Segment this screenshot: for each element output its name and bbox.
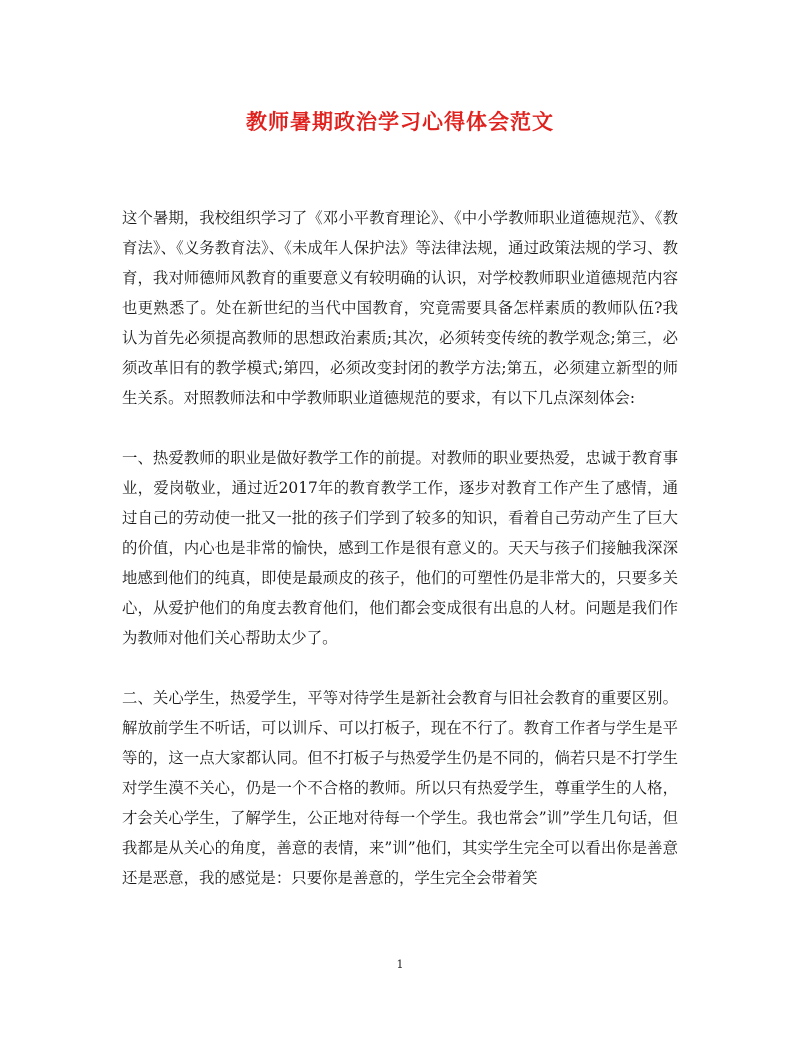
page-number: 1 [396, 958, 404, 971]
document-body [122, 203, 678, 893]
document-title: 教师暑期政治学习心得体会范文 [246, 109, 554, 134]
paragraph-point-two: 二、关心学生，热爱学生，平等对待学生是新社会教育与旧社会教育的重要区别。解放前学生不听话，可以训斥、可以打板子，现在不行了。教育工作者与学生是平等的，这一点大家都认同。但不打板子与热爱学生仍是不同的，倘若只是不打学生对学生漠不关心，仍是一个不合格的教师。所以只有热爱学生，尊重学生的人格，才会关心学生，了解学生，公正地对待每一个学生。我也常会”训”学生几句话，但我都是从关心的角度，善意的表情，来”训”他们，其实学生完全可以看出你是善意还是恶意，我的感觉是：只要你是善意的，学生完全会带着笑 [122, 689, 678, 887]
paragraph-gap [122, 413, 678, 443]
paragraph-intro: 这个暑期，我校组织学习了《邓小平教育理论》、《中小学教师职业道德规范》、《教育法》、《义务教育法》、《未成年人保护法》等法律法规，通过政策法规的学习、教育，我对师德师风教育的重要意义有较明确的认识，对学校教师职业道德规范内容也更熟悉了。处在新世纪的当代中国教育，究竟需要具备怎样素质的教师队伍?我认为首先必须提高教师的思想政治素质;其次，必须转变传统的教学观念;第三，必须改革旧有的教学模式;第四，必须改变封闭的教学方法;第五，必须建立新型的师生关系。对照教师法和中学教师职业道德规范的要求，有以下几点深刻体会: [122, 209, 678, 407]
paragraph-point-one: 一、热爱教师的职业是做好教学工作的前提。对教师的职业要热爱，忠诚于教育事业，爱岗敬业，通过近2017年的教育教学工作，逐步对教育工作产生了感情，通过自己的劳动使一批又一批的孩子们学到了较多的知识，看着自己劳动产生了巨大的价值，内心也是非常的愉快，感到工作是很有意义的。天天与孩子们接触我深深地感到他们的纯真，即使是最顽皮的孩子，他们的可塑性仍是非常大的，只要多关心，从爱护他们的角度去教育他们，他们都会变成很有出息的人材。问题是我们作为教师对他们关心帮助太少了。 [122, 449, 678, 647]
paragraph-gap [122, 653, 678, 683]
